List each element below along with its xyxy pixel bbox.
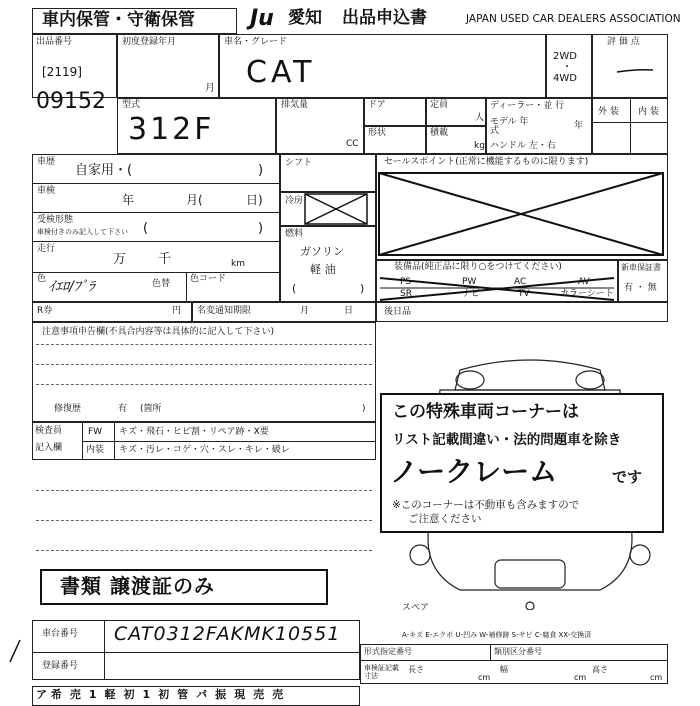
chassis-vdivider	[104, 620, 105, 680]
bottom-item-9: 振	[215, 688, 227, 701]
equip-tv: TV	[518, 289, 530, 299]
caution-line-3	[36, 384, 372, 385]
person-unit: 人	[475, 113, 485, 123]
warranty-value: 有 ・ 無	[624, 283, 657, 293]
color-value: ｲｴﾛ/ﾌﾞﾗ	[48, 279, 95, 295]
color-sub-label: 色替	[152, 279, 171, 289]
inspection-label: 車検	[37, 186, 56, 196]
color-vdivider	[186, 272, 187, 302]
spec-height-label: 高さ	[592, 665, 608, 674]
margin-mark	[6, 638, 26, 666]
first-reg-label: 初度登録年月	[122, 37, 177, 47]
year-unit: 年	[574, 121, 584, 131]
equip-pw: PW	[462, 277, 477, 287]
bottom-item-6: 初	[158, 688, 170, 701]
inspector-fw: FW	[88, 427, 103, 437]
lot-number-value: 09152	[36, 89, 106, 114]
bottom-item-1: 売	[69, 688, 81, 701]
post-input-label: 後日品	[384, 307, 412, 317]
bottom-item-7: 管	[177, 688, 189, 701]
fuel-paren: (	[292, 282, 297, 295]
color-code-label: 色コード	[190, 274, 227, 284]
history-value: 自家用・(	[75, 163, 133, 178]
equip-color-seat: カラーシート	[560, 289, 614, 299]
mileage-label: 走行	[37, 244, 56, 254]
ext-int-vdivider	[630, 98, 631, 154]
bottom-item-3: 軽	[104, 688, 116, 701]
repair-label: 修復歴	[54, 404, 82, 414]
shift-label: シフト	[285, 158, 313, 168]
writing-line-2	[36, 520, 372, 521]
bottom-item-0: ア 希	[36, 688, 62, 701]
car-name-value: CAT	[246, 55, 316, 90]
equip-av: AV	[578, 277, 590, 287]
spec-class-label: 類別区分番号	[494, 647, 542, 656]
inspection-day: 日)	[246, 193, 263, 207]
first-reg-month: 月	[205, 83, 215, 94]
inspection-divider	[32, 212, 280, 213]
repair-value: 有	[118, 404, 128, 414]
notice-deadline-label: 名変通知期限	[197, 306, 252, 316]
lot-number-label: 出品番号	[36, 37, 73, 47]
reception-close: )	[258, 221, 264, 236]
chassis-hdivider	[32, 652, 360, 653]
history-divider	[32, 183, 280, 184]
load-label: 積載	[430, 128, 449, 138]
bottom-item-4: 初	[123, 688, 135, 701]
chassis-label: 車台番号	[42, 629, 79, 639]
bottom-item-8: パ	[196, 688, 208, 701]
mileage-km: km	[231, 259, 245, 269]
capacity-label: 定員	[430, 100, 449, 110]
chassis-value: CAT0312FAKMK10551	[114, 623, 341, 645]
mileage-sen: 千	[158, 252, 172, 267]
equip-ac: AC	[514, 277, 527, 287]
documents-label: 書類 譲渡証のみ	[60, 574, 215, 598]
equipment-crossed-out	[378, 274, 616, 302]
history-close: )	[258, 163, 264, 178]
inspector-hdivider	[82, 441, 376, 442]
notice-line-3: ノークレーム	[390, 455, 558, 488]
caution-line-1	[36, 344, 372, 345]
recycle-cell	[32, 302, 192, 322]
warranty-label: 新車保証書	[621, 263, 661, 272]
mileage-man: 万	[113, 252, 127, 267]
reception-paren: (	[143, 221, 149, 236]
spec-length-label: 長さ	[408, 665, 424, 674]
storage-text: 車内保管・守衛保管	[42, 10, 195, 30]
spec-vdivider	[490, 644, 491, 660]
sales-point-label: セールスポイント(正常に機能するものに限ります)	[384, 157, 589, 167]
displacement-label: 排気量	[281, 100, 309, 110]
spec-hdivider	[360, 660, 668, 661]
caution-block	[32, 322, 376, 422]
spec-size-label: 車検証記載 寸法	[364, 664, 399, 680]
cooler-label: 冷房	[285, 196, 304, 206]
notice-line-1: この特殊車両コーナーは	[392, 402, 579, 422]
association-name: JAPAN USED CAR DEALERS ASSOCIATION	[466, 13, 681, 25]
recycle-yen: 円	[172, 306, 182, 316]
sales-point-crossed-out	[378, 172, 664, 256]
notice-line-2: リスト記載間違い・法的問題車を除き	[392, 432, 622, 448]
damage-legend: A-キズ E-エクボ U-凹み W-補修跡 S-サビ C-腐食 XX-交換済	[402, 631, 592, 639]
inspector-label-top: 検査員	[35, 426, 63, 436]
caution-label: 注意事項申告欄(不具合内容等は具体的に記入して下さい)	[42, 327, 275, 337]
bottom-item-2: 1	[88, 688, 97, 701]
exterior-label: 外 装	[598, 107, 619, 117]
reception-note: 車検付きのみ記入して下さい	[37, 228, 128, 236]
fuel-close: )	[360, 282, 365, 295]
spec-width-cm: cm	[574, 673, 587, 682]
recycle-label: R券	[37, 306, 53, 316]
bottom-item-5: 1	[142, 688, 151, 701]
reception-label: 受検形態	[37, 215, 74, 225]
shape-label: 形状	[368, 128, 387, 138]
rating-label: 評 価 点	[607, 37, 640, 47]
notice-day: 日	[344, 306, 354, 316]
inspector-interior: 内装	[86, 445, 105, 455]
drive-4wd: 4WD	[553, 73, 577, 84]
post-input-cell	[376, 302, 668, 322]
spec-width-label: 幅	[500, 665, 508, 674]
spec-length-cm: cm	[478, 673, 491, 682]
bottom-item-10: 現	[234, 688, 246, 701]
equipment-label: 装備品(純正品に限り○をつけてください)	[394, 262, 562, 272]
fuel-gas: ガソリン	[300, 245, 344, 258]
interior-label: 内 装	[638, 107, 659, 117]
form-title: 出品申込書	[342, 8, 427, 28]
caution-line-2	[36, 364, 372, 365]
color-label: 色	[37, 274, 47, 284]
cooler-crossed-out	[304, 193, 368, 225]
spec-height-cm: cm	[650, 673, 663, 682]
history-label: 車歴	[37, 157, 56, 167]
inspection-year: 年	[122, 193, 135, 207]
inspector-interior-text: キズ・汚レ・コゲ・穴・スレ・キレ・破レ	[119, 445, 290, 455]
org-name: 愛知	[288, 8, 322, 28]
bottom-item-11: 売	[253, 688, 265, 701]
inspector-label-bottom: 記入欄	[35, 443, 63, 453]
equip-navi: ナビ	[462, 289, 481, 299]
notice-note-2: ご注意ください	[408, 513, 482, 525]
repair-place: (箇所	[140, 404, 162, 414]
door-label: ドア	[368, 100, 386, 110]
rating-dash-mark	[615, 66, 655, 76]
logo-mark: Ju	[250, 6, 274, 31]
name-grade-label: 車名・グレード	[224, 37, 288, 47]
mileage-divider	[32, 272, 280, 273]
notice-note: ※このコーナーは不動車も含みますので	[392, 499, 580, 511]
fuel-diesel: 軽 油	[310, 263, 336, 276]
registration-label: 登録番号	[42, 661, 79, 671]
model-label: 型式	[122, 100, 141, 110]
notice-line-3-suffix: です	[612, 468, 643, 486]
spare-label: スペア	[402, 603, 430, 613]
writing-line-3	[36, 550, 372, 551]
kg-unit: kg	[474, 141, 485, 151]
equip-ps: PS	[400, 277, 412, 287]
inspection-month: 月(	[186, 193, 203, 207]
notice-month: 月	[300, 306, 310, 316]
writing-line-1	[36, 490, 372, 491]
reception-divider	[32, 241, 280, 242]
bottom-row-items	[36, 689, 360, 703]
model-value: 312F	[128, 112, 215, 147]
cc-unit: CC	[346, 139, 359, 149]
handle-label: ハンドル 左・右	[490, 141, 556, 151]
bottom-item-12: 売	[272, 688, 284, 701]
spec-type-label: 形式指定番号	[364, 647, 412, 656]
dealer-label: ディーラー・並 行	[490, 101, 565, 111]
drive-2wd: 2WD	[553, 51, 577, 62]
repair-close: )	[362, 404, 366, 414]
equip-sr: SR	[400, 289, 412, 299]
inspector-fw-text: キズ・飛石・ヒビ割・リペア跡・X要	[119, 427, 269, 437]
drive-dot: ・	[562, 62, 572, 73]
model-year-label: モデル 年式	[490, 117, 529, 136]
lot-number-small: [2119]	[42, 65, 82, 79]
fuel-label: 燃料	[285, 229, 304, 239]
